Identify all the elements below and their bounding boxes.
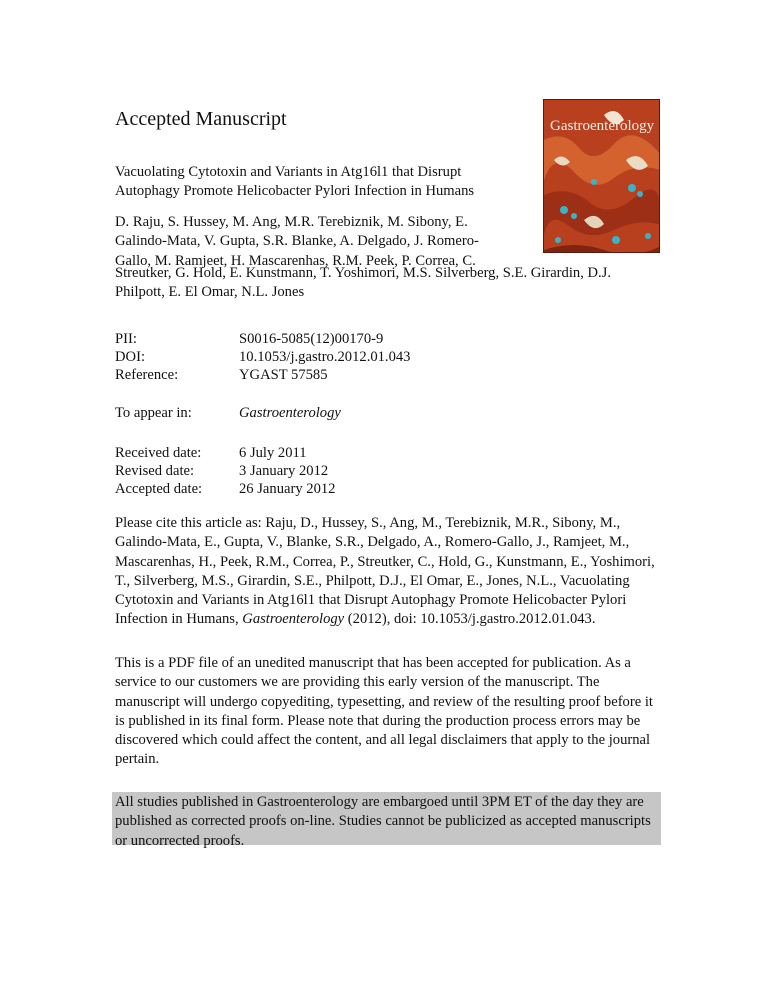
journal-name: Gastroenterology bbox=[239, 405, 341, 421]
article-title bbox=[115, 163, 535, 201]
pii-value: S0016-5085(12)00170-9 bbox=[239, 331, 384, 347]
revised-value: 3 January 2012 bbox=[239, 463, 329, 479]
appear-in-label: To appear in: bbox=[115, 405, 192, 421]
embargo-notice-box bbox=[112, 792, 661, 849]
embargo-notice: All studies published in Gastroenterology are embargoed until 3PM ET of the day they are published as corrected proofs on-line. Studies cannot be publicized as accepted manuscripts or uncorrected proofs. bbox=[115, 794, 651, 849]
citation-journal: Gastroenterology bbox=[242, 611, 345, 628]
citation-paragraph bbox=[115, 514, 663, 630]
revised-label: Revised date: bbox=[115, 463, 195, 479]
citation-doi: (2012), doi: 10.1053/j.gastro.2012.01.043. bbox=[344, 611, 596, 628]
author-line: Galindo-Mata, V. Gupta, S.R. Blanke, A. Delgado, J. Romero- bbox=[115, 233, 479, 250]
manuscript-notice: This is a PDF file of an unedited manuscript that has been accepted for publication. As a service to our customers we are providing this early version of the manuscript. The manuscript will undergo copyediting, typesetting, and review of the resulting proof before it is published in its final form. Please note that during the production process errors may be discovered which could affect the content, and all legal disclaimers that apply to the journal pertain. bbox=[115, 655, 653, 768]
cover-journal-title: Gastroenterology bbox=[550, 118, 655, 134]
reference-value: YGAST 57585 bbox=[239, 367, 328, 383]
doi-value: 10.1053/j.gastro.2012.01.043 bbox=[239, 349, 411, 365]
author-list bbox=[115, 213, 535, 271]
accepted-value: 26 January 2012 bbox=[239, 481, 336, 497]
title-line: Autophagy Promote Helicobacter Pylori Infection in Humans bbox=[115, 183, 475, 199]
doi-label: DOI: bbox=[115, 349, 145, 365]
accepted-label: Accepted date: bbox=[115, 481, 203, 497]
author-line: Streutker, G. Hold, E. Kunstmann, T. Yoshimori, M.S. Silverberg, S.E. Girardin, D.J. bbox=[115, 265, 612, 281]
author-line: Philpott, E. El Omar, N.L. Jones bbox=[115, 284, 305, 301]
author-list-continued bbox=[115, 264, 675, 303]
author-line: Gallo, M. Ramjeet, H. Mascarenhas, R.M. Peek, P. Correa, C. bbox=[115, 252, 476, 269]
pii-label: PII: bbox=[115, 331, 137, 347]
received-value: 6 July 2011 bbox=[239, 445, 307, 461]
journal-cover-image bbox=[543, 99, 660, 253]
reference-label: Reference: bbox=[115, 367, 179, 383]
citation-text: Please cite this article as: Raju, D., Hussey, S., Ang, M., Terebiznik, M.R., Sibony, M., Galindo-Mata, E., Gupta, V., Blanke, S.R., Delgado, A., Romero-Gallo, J., Ramjeet, M., Mascarenhas, H., Peek, R.M., Correa, P., Streutker, C., Hold, G., Kunstmann, E., Yoshimori, T., Silverberg, M.S., Girardin, S.E., Philpott, D.J., El Omar, E., Jones, N.L., Vacuolating Cytotoxin and Variants in Atg16l1 that Disrupt Autophagy Promote Helicobacter Pylori Infection in Humans, bbox=[115, 515, 655, 628]
received-label: Received date: bbox=[115, 445, 202, 461]
title-line: Vacuolating Cytotoxin and Variants in Atg16l1 that Disrupt bbox=[115, 164, 462, 180]
page-heading: Accepted Manuscript bbox=[115, 108, 287, 130]
appear-in-value bbox=[239, 404, 341, 422]
author-line: D. Raju, S. Hussey, M. Ang, M.R. Terebiznik, M. Sibony, E. bbox=[115, 214, 468, 230]
